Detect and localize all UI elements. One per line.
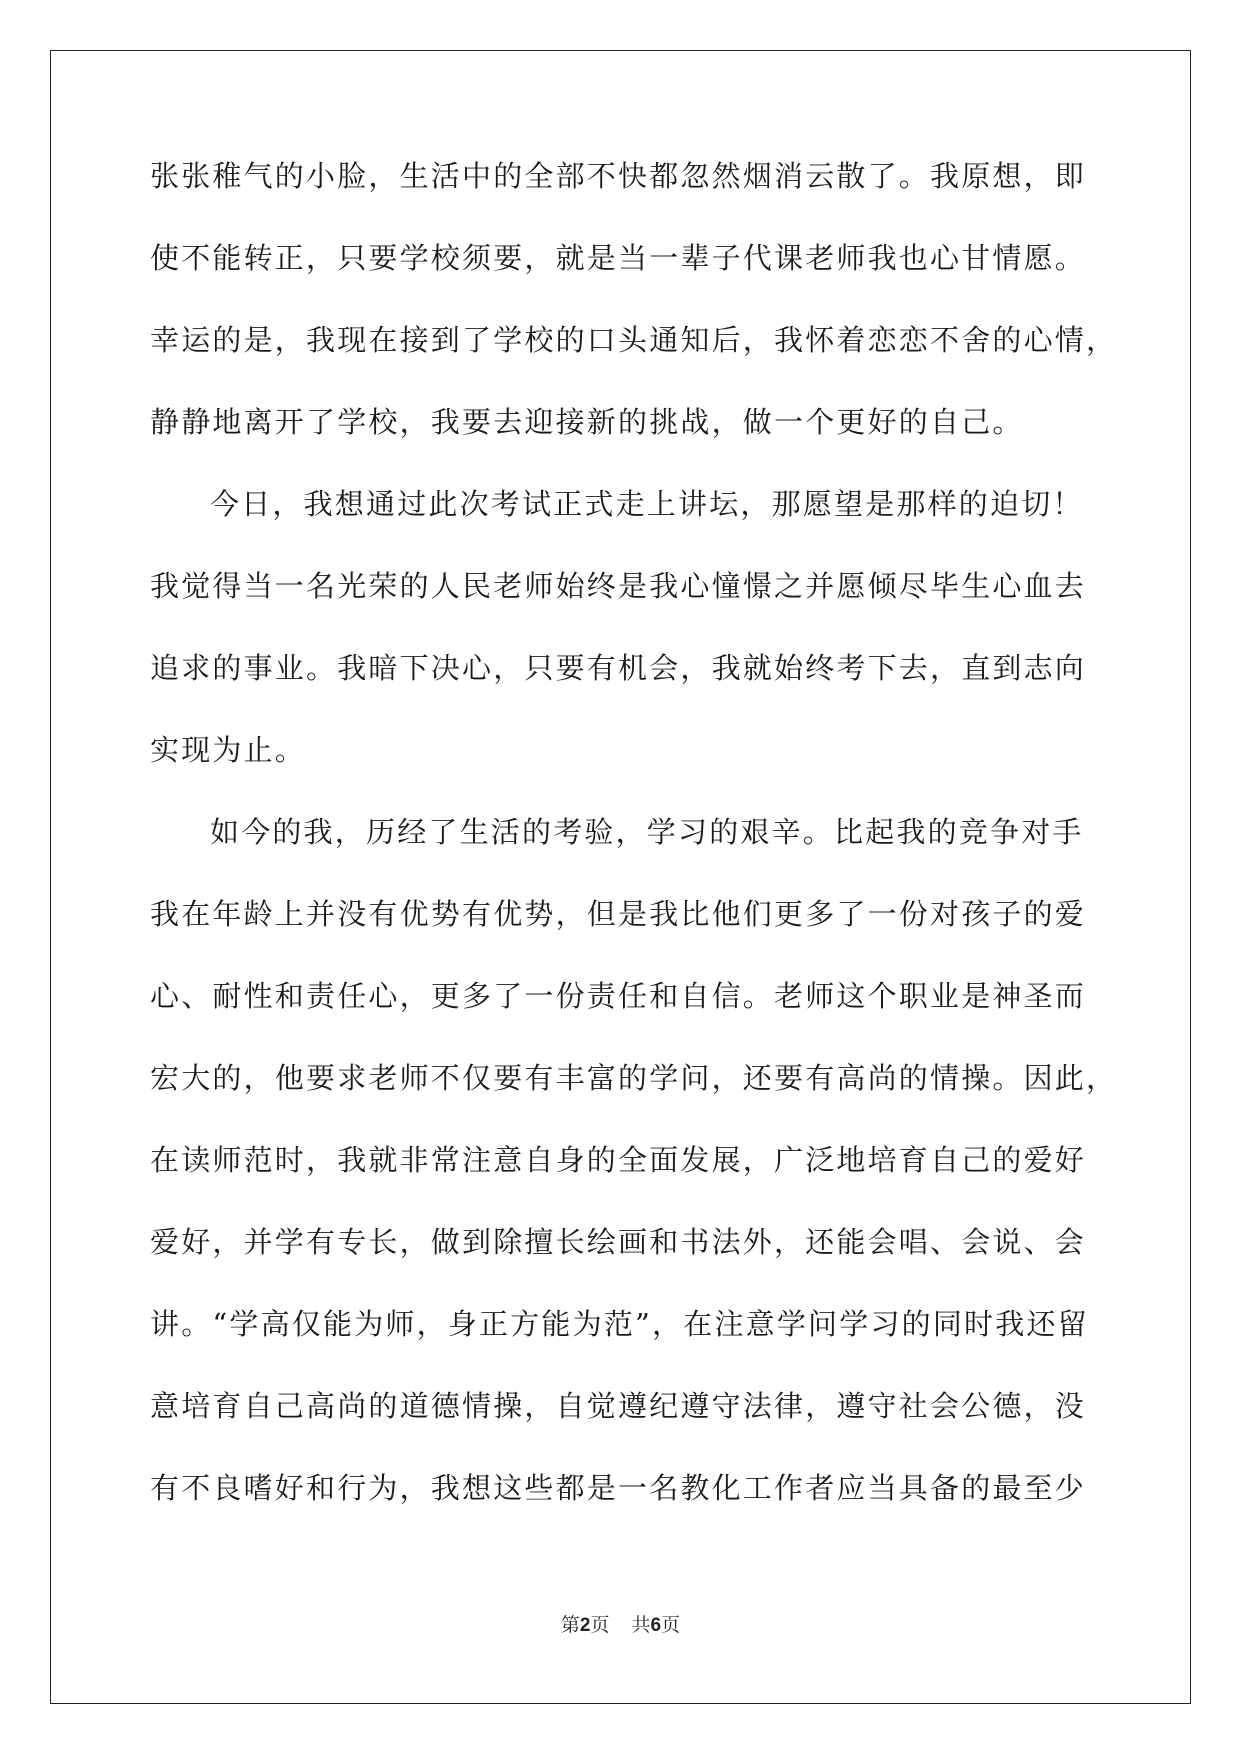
text-line: 宏大的，他要求老师不仅要有丰富的学问，还要有高尚的情操。因此， xyxy=(150,1061,1118,1095)
text-line: 如今的我，历经了生活的考验，学习的艰辛。比起我的竞争对手 xyxy=(210,815,1084,849)
text-line: 有不良嗜好和行为，我想这些都是一名教化工作者应当具备的最至少 xyxy=(150,1471,1087,1505)
text-line: 追求的事业。我暗下决心，只要有机会，我就始终考下去，直到志向 xyxy=(150,651,1087,685)
footer-page-number: 2 xyxy=(579,1615,591,1636)
text-line: 实现为止。 xyxy=(150,733,307,767)
text-line: 使不能转正，只要学校须要，就是当一辈子代课老师我也心甘情愿。 xyxy=(150,241,1087,275)
text-line: 今日，我想通过此次考试正式走上讲坛，那愿望是那样的迫切！ xyxy=(210,487,1084,521)
footer-total-pages: 6 xyxy=(650,1615,662,1636)
text-line: 幸运的是，我现在接到了学校的口头通知后，我怀着恋恋不舍的心情， xyxy=(150,323,1118,357)
footer-page-prefix: 第 xyxy=(560,1614,580,1636)
text-line: 在读师范时，我就非常注意自身的全面发展，广泛地培育自己的爱好 xyxy=(150,1143,1087,1177)
text-line: 意培育自己高尚的道德情操，自觉遵纪遵守法律，遵守社会公德，没 xyxy=(150,1389,1087,1423)
text-line: 爱好，并学有专长，做到除擅长绘画和书法外，还能会唱、会说、会 xyxy=(150,1225,1087,1259)
footer-page-suffix: 页 xyxy=(590,1614,610,1636)
text-line: 心、耐性和责任心，更多了一份责任和自信。老师这个职业是神圣而 xyxy=(150,979,1087,1013)
footer-total-prefix: 共 xyxy=(631,1614,651,1636)
text-line: 我觉得当一名光荣的人民老师始终是我心憧憬之并愿倾尽毕生心血去 xyxy=(150,569,1087,603)
text-line: 张张稚气的小脸，生活中的全部不快都忽然烟消云散了。我原想，即 xyxy=(150,159,1087,193)
text-line: 静静地离开了学校，我要去迎接新的挑战，做一个更好的自己。 xyxy=(150,405,1024,439)
document-body xyxy=(150,156,1118,1550)
text-line: 讲。“学高仅能为师，身正方能为范”，在注意学问学习的同时我还留 xyxy=(150,1307,1089,1341)
footer-total-suffix: 页 xyxy=(661,1614,681,1636)
page-footer xyxy=(0,1610,1241,1637)
text-line: 我在年龄上并没有优势有优势，但是我比他们更多了一份对孩子的爱 xyxy=(150,897,1087,931)
